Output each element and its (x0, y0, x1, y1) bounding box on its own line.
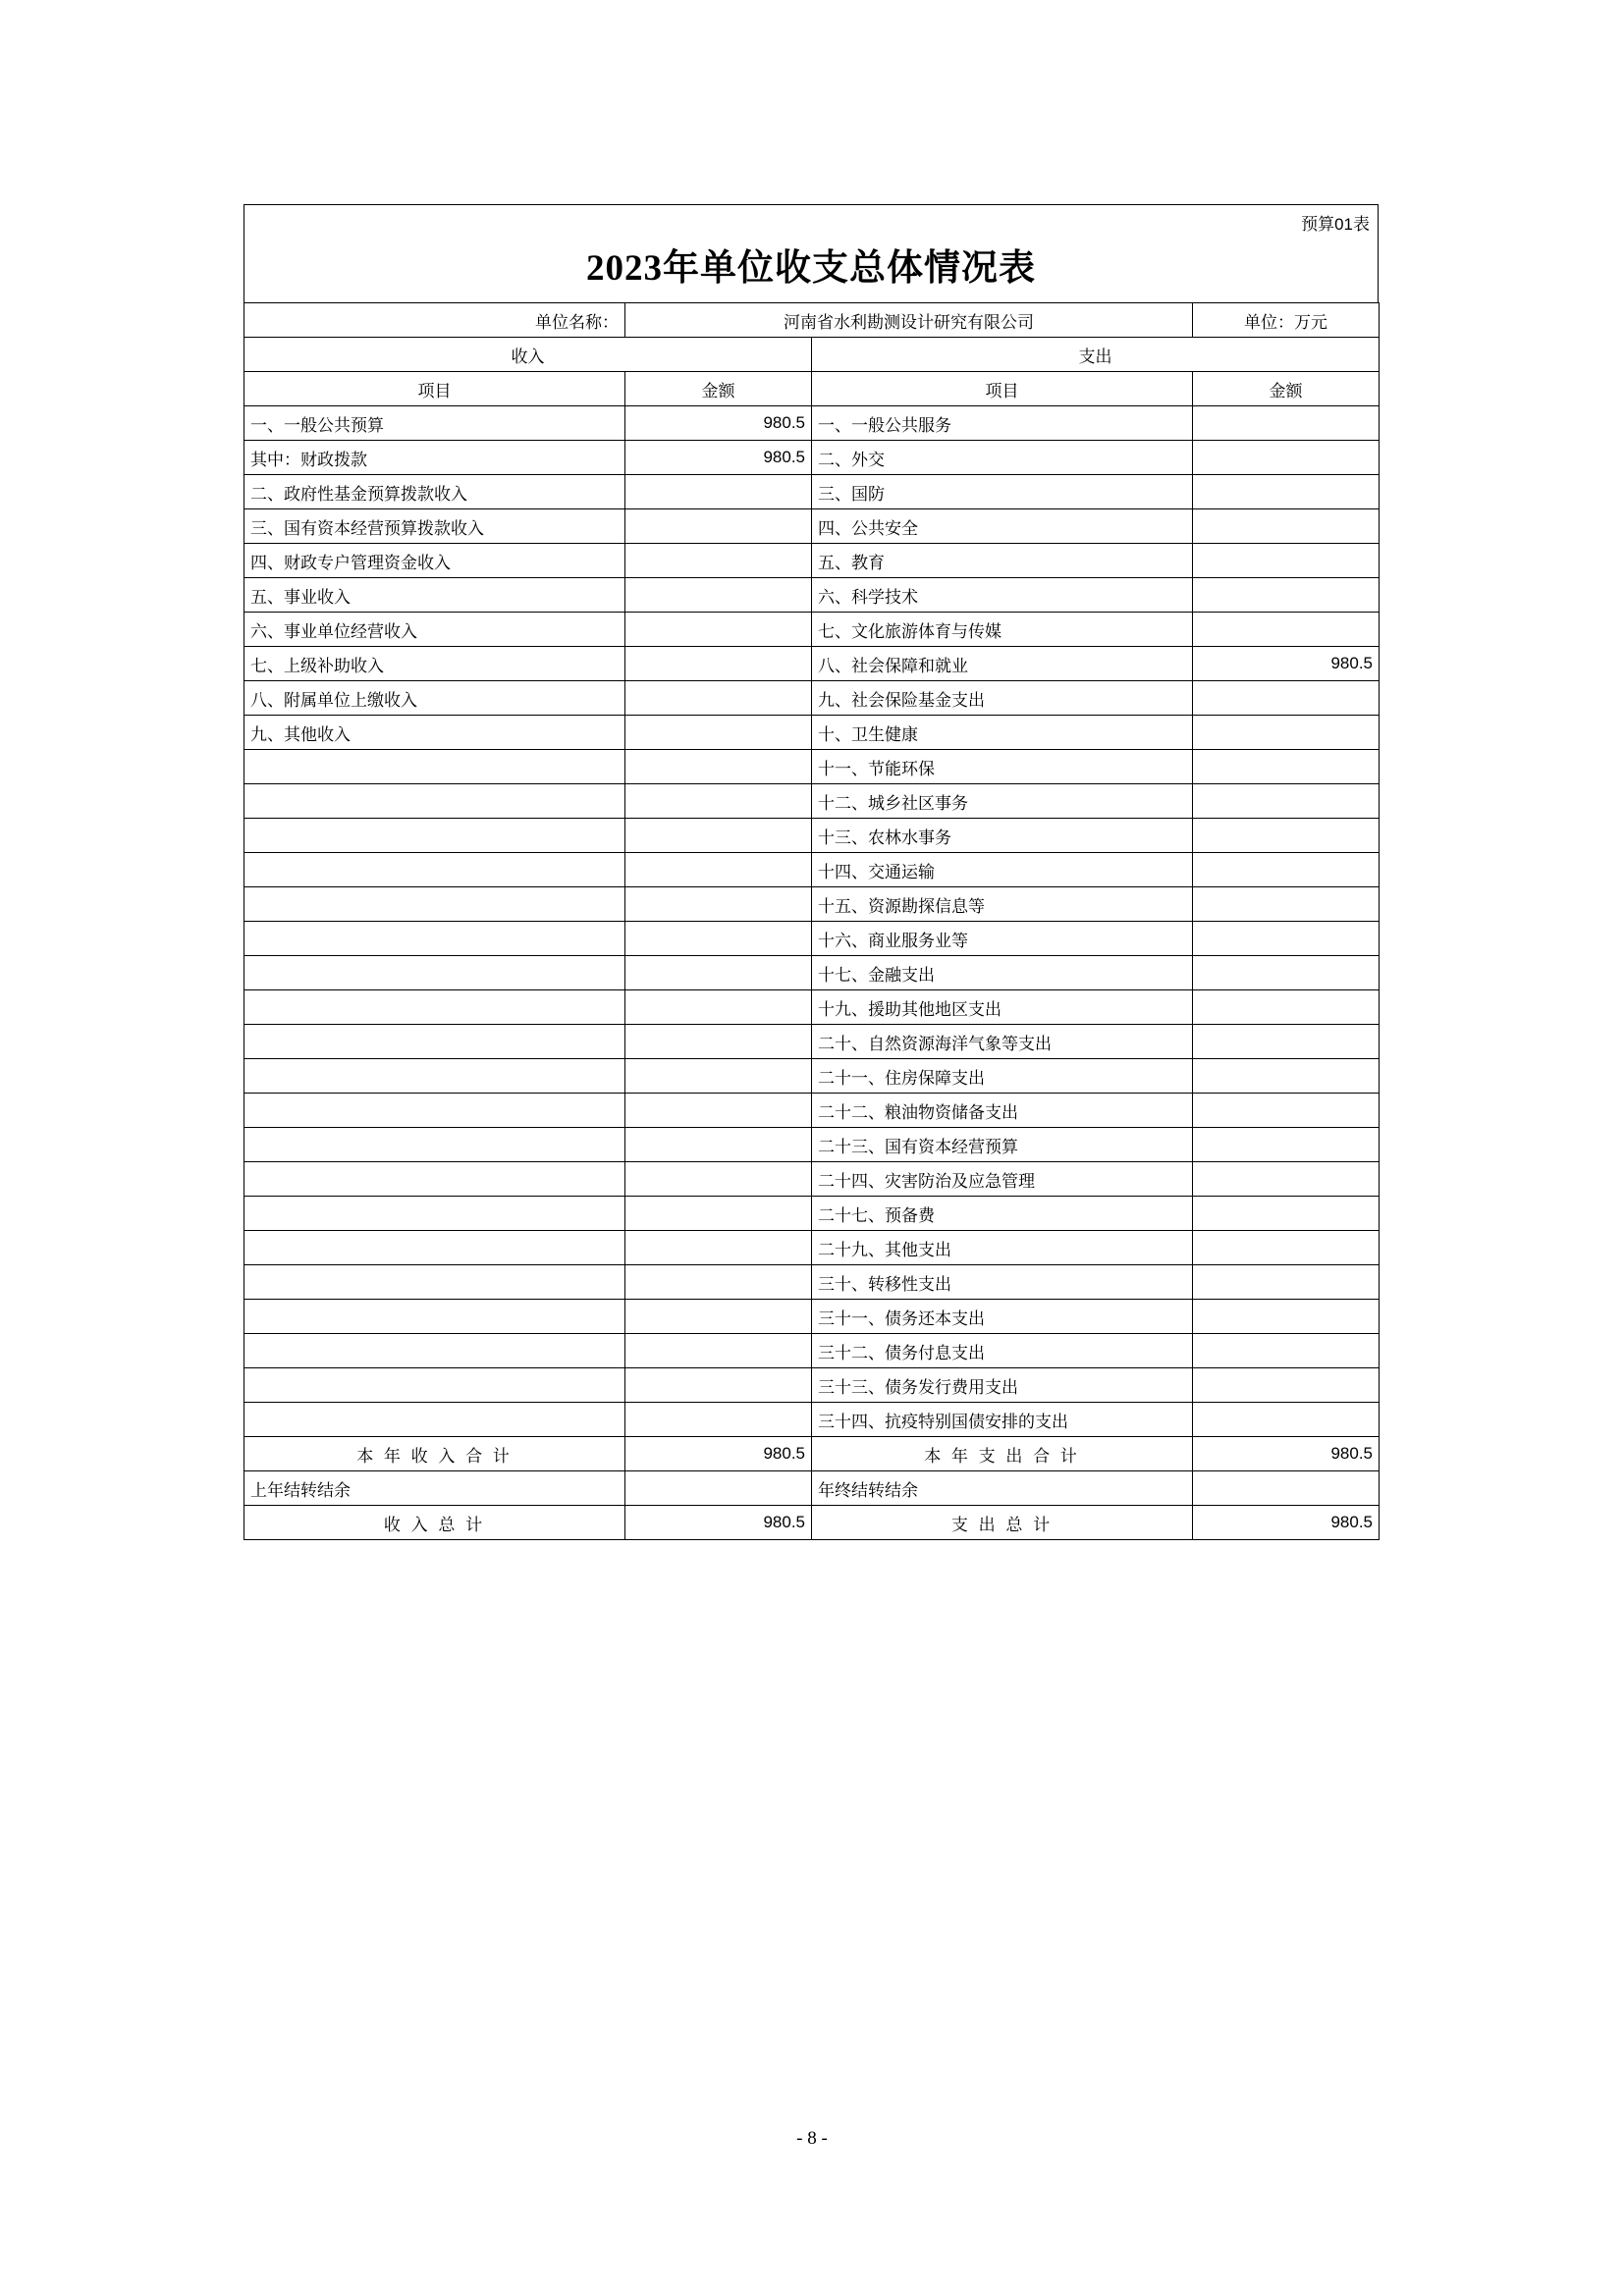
meta-row (244, 303, 1380, 338)
expense-item-cell: 二十二、粮油物资储备支出 (812, 1094, 1193, 1128)
table-row (244, 716, 1380, 750)
expense-amount-cell (1193, 819, 1380, 853)
column-header-row (244, 372, 1380, 406)
expense-item-cell: 十九、援助其他地区支出 (812, 990, 1193, 1025)
table-row (244, 1403, 1380, 1437)
income-item-cell (244, 922, 625, 956)
expense-amount-cell (1193, 475, 1380, 509)
group-header-row (244, 338, 1380, 372)
income-item-cell (244, 1231, 625, 1265)
income-item-cell: 四、财政专户管理资金收入 (244, 544, 625, 578)
income-amount-cell (625, 819, 812, 853)
table-row (244, 441, 1380, 475)
expense-amount-cell (1193, 509, 1380, 544)
expense-amount-cell (1193, 1059, 1380, 1094)
table-row (244, 819, 1380, 853)
table-row (244, 1162, 1380, 1197)
table-row (244, 1368, 1380, 1403)
col-header-income-amount: 金额 (625, 372, 812, 406)
income-amount-cell (625, 784, 812, 819)
expense-amount-cell (1193, 1231, 1380, 1265)
expense-grand-label: 支 出 总 计 (812, 1506, 1193, 1540)
income-item-cell (244, 1403, 625, 1437)
income-grand-label: 收 入 总 计 (244, 1506, 625, 1540)
expense-amount-cell (1193, 1094, 1380, 1128)
income-item-cell: 三、国有资本经营预算拨款收入 (244, 509, 625, 544)
expense-item-cell: 七、文化旅游体育与传媒 (812, 613, 1193, 647)
expense-grand-amount: 980.5 (1193, 1506, 1380, 1540)
expense-amount-cell (1193, 1334, 1380, 1368)
expense-item-cell: 九、社会保险基金支出 (812, 681, 1193, 716)
income-amount-cell (625, 716, 812, 750)
page-title: 2023年单位收支总体情况表 (586, 248, 1036, 289)
income-item-cell: 一、一般公共预算 (244, 406, 625, 441)
expense-item-cell: 四、公共安全 (812, 509, 1193, 544)
table-row (244, 990, 1380, 1025)
budget-table (244, 302, 1380, 1540)
expense-item-cell: 二十、自然资源海洋气象等支出 (812, 1025, 1193, 1059)
income-amount-cell: 980.5 (625, 406, 812, 441)
income-amount-cell (625, 887, 812, 922)
expense-item-cell: 十四、交通运输 (812, 853, 1193, 887)
income-amount-cell (625, 853, 812, 887)
income-item-cell (244, 1265, 625, 1300)
carryover-row (244, 1471, 1380, 1506)
income-item-cell: 二、政府性基金预算拨款收入 (244, 475, 625, 509)
income-amount-cell (625, 613, 812, 647)
expense-year-total-amount: 980.5 (1193, 1437, 1380, 1471)
expense-item-cell: 一、一般公共服务 (812, 406, 1193, 441)
expense-item-cell: 十五、资源勘探信息等 (812, 887, 1193, 922)
income-amount-cell (625, 990, 812, 1025)
expense-item-cell: 十二、城乡社区事务 (812, 784, 1193, 819)
income-amount-cell (625, 750, 812, 784)
expense-item-cell: 十一、节能环保 (812, 750, 1193, 784)
income-item-cell: 六、事业单位经营收入 (244, 613, 625, 647)
income-amount-cell (625, 544, 812, 578)
income-amount-cell (625, 1025, 812, 1059)
income-item-cell: 七、上级补助收入 (244, 647, 625, 681)
income-item-cell (244, 1059, 625, 1094)
income-item-cell (244, 956, 625, 990)
expense-amount-cell (1193, 613, 1380, 647)
expense-amount-cell (1193, 887, 1380, 922)
year-total-row (244, 1437, 1380, 1471)
unit-name-value: 河南省水利勘测设计研究有限公司 (625, 303, 1193, 338)
income-item-cell (244, 1128, 625, 1162)
table-row (244, 681, 1380, 716)
income-item-cell (244, 1162, 625, 1197)
expense-amount-cell (1193, 544, 1380, 578)
income-item-cell (244, 1300, 625, 1334)
income-amount-cell (625, 1334, 812, 1368)
income-item-cell (244, 1334, 625, 1368)
table-row (244, 647, 1380, 681)
income-amount-cell: 980.5 (625, 441, 812, 475)
expense-item-cell: 十六、商业服务业等 (812, 922, 1193, 956)
group-header-income: 收入 (244, 338, 812, 372)
expense-item-cell: 十三、农林水事务 (812, 819, 1193, 853)
expense-item-cell: 二十四、灾害防治及应急管理 (812, 1162, 1193, 1197)
table-row (244, 1128, 1380, 1162)
expense-item-cell: 三十二、债务付息支出 (812, 1334, 1193, 1368)
table-row (244, 922, 1380, 956)
expense-amount-cell (1193, 1162, 1380, 1197)
expense-amount-cell (1193, 716, 1380, 750)
income-amount-cell (625, 681, 812, 716)
expense-amount-cell (1193, 578, 1380, 613)
sheet-tag-label: 预算01表 (1301, 215, 1370, 234)
income-item-cell (244, 887, 625, 922)
group-header-expense: 支出 (812, 338, 1380, 372)
table-row (244, 1059, 1380, 1094)
expense-amount-cell (1193, 784, 1380, 819)
unit-name-label: 单位名称： (244, 303, 625, 338)
income-amount-cell (625, 1162, 812, 1197)
expense-item-cell: 八、社会保障和就业 (812, 647, 1193, 681)
expense-item-cell: 二十一、住房保障支出 (812, 1059, 1193, 1094)
expense-amount-cell (1193, 1368, 1380, 1403)
table-row (244, 613, 1380, 647)
income-item-cell (244, 1368, 625, 1403)
income-item-cell: 其中：财政拨款 (244, 441, 625, 475)
income-item-cell (244, 784, 625, 819)
income-item-cell (244, 1094, 625, 1128)
expense-item-cell: 十、卫生健康 (812, 716, 1193, 750)
expense-amount-cell (1193, 990, 1380, 1025)
income-amount-cell (625, 1403, 812, 1437)
expense-amount-cell (1193, 1128, 1380, 1162)
expense-item-cell: 三十四、抗疫特别国债安排的支出 (812, 1403, 1193, 1437)
expense-item-cell: 三十三、债务发行费用支出 (812, 1368, 1193, 1403)
income-item-cell (244, 750, 625, 784)
expense-amount-cell: 980.5 (1193, 647, 1380, 681)
income-amount-cell (625, 578, 812, 613)
expense-item-cell: 五、教育 (812, 544, 1193, 578)
expense-item-cell: 三十一、债务还本支出 (812, 1300, 1193, 1334)
expense-item-cell: 三、国防 (812, 475, 1193, 509)
income-item-cell (244, 990, 625, 1025)
sheet-tag (244, 204, 1379, 238)
income-item-cell (244, 853, 625, 887)
income-amount-cell (625, 1197, 812, 1231)
table-row (244, 578, 1380, 613)
income-amount-cell (625, 956, 812, 990)
expense-year-total-label: 本 年 支 出 合 计 (812, 1437, 1193, 1471)
table-row (244, 544, 1380, 578)
expense-amount-cell (1193, 1197, 1380, 1231)
income-amount-cell (625, 1094, 812, 1128)
income-amount-cell (625, 1265, 812, 1300)
carry-out-label: 年终结转结余 (812, 1471, 1193, 1506)
expense-item-cell: 二十三、国有资本经营预算 (812, 1128, 1193, 1162)
table-row (244, 1334, 1380, 1368)
income-amount-cell (625, 922, 812, 956)
expense-item-cell: 二十九、其他支出 (812, 1231, 1193, 1265)
expense-amount-cell (1193, 1265, 1380, 1300)
table-row (244, 956, 1380, 990)
expense-amount-cell (1193, 853, 1380, 887)
carry-out-amount (1193, 1471, 1380, 1506)
table-row (244, 509, 1380, 544)
income-amount-cell (625, 1128, 812, 1162)
expense-amount-cell (1193, 922, 1380, 956)
income-item-cell (244, 1025, 625, 1059)
expense-item-cell: 六、科学技术 (812, 578, 1193, 613)
income-amount-cell (625, 1231, 812, 1265)
expense-item-cell: 三十、转移性支出 (812, 1265, 1193, 1300)
carry-in-label: 上年结转结余 (244, 1471, 625, 1506)
income-year-total-label: 本 年 收 入 合 计 (244, 1437, 625, 1471)
unit-measure: 单位：万元 (1193, 303, 1380, 338)
col-header-income-item: 项目 (244, 372, 625, 406)
page-number: - 8 - (796, 2128, 828, 2149)
income-amount-cell (625, 647, 812, 681)
table-row (244, 475, 1380, 509)
table-row (244, 1094, 1380, 1128)
income-item-cell (244, 819, 625, 853)
income-amount-cell (625, 475, 812, 509)
carry-in-amount (625, 1471, 812, 1506)
income-item-cell: 九、其他收入 (244, 716, 625, 750)
table-row (244, 887, 1380, 922)
expense-amount-cell (1193, 1300, 1380, 1334)
table-row (244, 1265, 1380, 1300)
income-item-cell: 五、事业收入 (244, 578, 625, 613)
expense-item-cell: 二十七、预备费 (812, 1197, 1193, 1231)
expense-amount-cell (1193, 1025, 1380, 1059)
income-item-cell: 八、附属单位上缴收入 (244, 681, 625, 716)
income-amount-cell (625, 1300, 812, 1334)
table-row (244, 784, 1380, 819)
expense-item-cell: 二、外交 (812, 441, 1193, 475)
title-band (244, 238, 1379, 302)
table-row (244, 1231, 1380, 1265)
table-row (244, 1300, 1380, 1334)
income-amount-cell (625, 1059, 812, 1094)
income-amount-cell (625, 1368, 812, 1403)
expense-amount-cell (1193, 750, 1380, 784)
col-header-expense-amount: 金额 (1193, 372, 1380, 406)
expense-amount-cell (1193, 956, 1380, 990)
income-item-cell (244, 1197, 625, 1231)
table-row (244, 1197, 1380, 1231)
income-year-total-amount: 980.5 (625, 1437, 812, 1471)
table-row (244, 750, 1380, 784)
table-row (244, 1025, 1380, 1059)
table-row (244, 406, 1380, 441)
expense-amount-cell (1193, 406, 1380, 441)
expense-amount-cell (1193, 441, 1380, 475)
income-grand-amount: 980.5 (625, 1506, 812, 1540)
expense-amount-cell (1193, 1403, 1380, 1437)
expense-amount-cell (1193, 681, 1380, 716)
grand-total-row (244, 1506, 1380, 1540)
col-header-expense-item: 项目 (812, 372, 1193, 406)
table-row (244, 853, 1380, 887)
expense-item-cell: 十七、金融支出 (812, 956, 1193, 990)
income-amount-cell (625, 509, 812, 544)
